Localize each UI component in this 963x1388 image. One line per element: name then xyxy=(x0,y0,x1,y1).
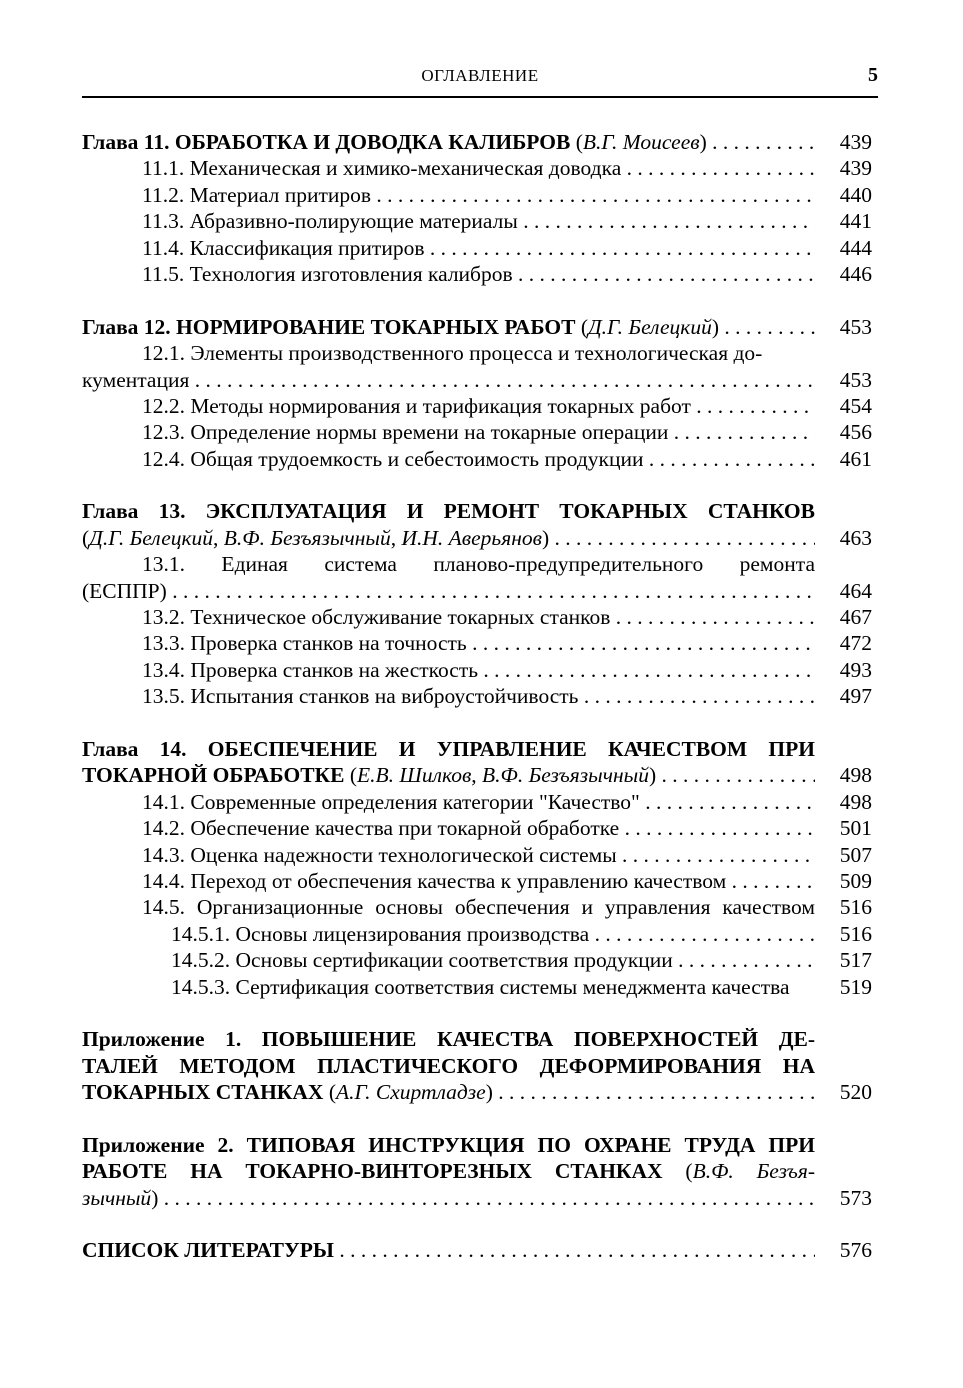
appendix-heading[interactable]: зычный) . . . 573 xyxy=(82,1185,872,1211)
toc-entry[interactable]: 12.2. Методы нормирования и тарификация токарных работ . . . 454 xyxy=(82,393,872,419)
page-ref: 439 xyxy=(839,130,872,154)
toc-entry[interactable]: 13.5. Испытания станков на виброустойчивость . . . 497 xyxy=(82,683,872,709)
toc-entry[interactable]: 13.4. Проверка станков на жесткость . . . 493 xyxy=(82,657,872,683)
bibliography-heading[interactable]: СПИСОК ЛИТЕРАТУРЫ . . . 576 xyxy=(82,1237,872,1263)
appendix-2 xyxy=(82,1132,872,1211)
appendix-1 xyxy=(82,1026,872,1105)
toc-entry[interactable]: 13.3. Проверка станков на точность . . . 472 xyxy=(82,630,872,656)
chapter-12 xyxy=(82,314,872,472)
chapter-heading-authors[interactable]: ТОКАРНОЙ ОБРАБОТКЕ (Е.В. Шилков, В.Ф. Безъязычный) . . . 498 xyxy=(82,762,872,788)
toc-entry[interactable]: 11.1. Механическая и химико-механическая доводка . . . 439 xyxy=(82,155,872,181)
toc-entry[interactable]: 14.4. Переход от обеспечения качества к управлению качеством . . . 509 xyxy=(82,868,872,894)
toc-entry[interactable]: 12.4. Общая трудоемкость и себестоимость продукции . . . 461 xyxy=(82,446,872,472)
chapter-heading[interactable]: Глава 14. ОБЕСПЕЧЕНИЕ И УПРАВЛЕНИЕ КАЧЕСТВОМ ПРИ xyxy=(82,736,815,761)
appendix-heading[interactable]: РАБОТЕ НА ТОКАРНО-ВИНТОРЕЗНЫХ СТАНКАХ (В.Ф. Безъя- xyxy=(82,1159,815,1184)
chapter-heading[interactable]: Глава 13. ЭКСПЛУАТАЦИЯ И РЕМОНТ ТОКАРНЫХ СТАНКОВ xyxy=(82,499,815,524)
chapter-13 xyxy=(82,498,872,709)
toc-entry[interactable]: 13.2. Техническое обслуживание токарных станков . . . 467 xyxy=(82,604,872,630)
toc-entry[interactable]: 14.3. Оценка надежности технологической системы . . . 507 xyxy=(82,842,872,868)
toc-entry[interactable]: 14.2. Обеспечение качества при токарной обработке . . . 501 xyxy=(82,815,872,841)
table-of-contents xyxy=(82,129,872,1290)
toc-entry[interactable]: 11.4. Классификация притиров . . . 444 xyxy=(82,235,872,261)
toc-entry-continuation[interactable]: (ЕСППР) . . . 464 xyxy=(82,578,872,604)
toc-entry[interactable]: 12.3. Определение нормы времени на токарные операции . . . 456 xyxy=(82,419,872,445)
bibliography xyxy=(82,1237,872,1263)
chapter-heading-authors[interactable]: (Д.Г. Белецкий, В.Ф. Безъязычный, И.Н. Аверьянов) . . . 463 xyxy=(82,525,872,551)
page-number: 5 xyxy=(868,64,878,86)
running-header xyxy=(82,62,878,98)
toc-entry[interactable]: 11.2. Материал притиров . . . 440 xyxy=(82,182,872,208)
appendix-heading[interactable]: ТОКАРНЫХ СТАНКАХ (А.Г. Схиртладзе) . . . 520 xyxy=(82,1079,872,1105)
toc-entry[interactable]: 14.5. Организационные основы обеспечения и управления качеством 516 xyxy=(142,895,872,920)
toc-entry[interactable]: 14.1. Современные определения категории "Качество" . . . 498 xyxy=(82,789,872,815)
toc-subentry[interactable]: 14.5.2. Основы сертификации соответствия продукции . . . 517 xyxy=(82,947,872,973)
appendix-heading[interactable]: ТАЛЕЙ МЕТОДОМ ПЛАСТИЧЕСКОГО ДЕФОРМИРОВАНИЯ НА xyxy=(82,1053,815,1078)
chapter-14 xyxy=(82,736,872,1000)
chapter-heading[interactable]: Глава 12. НОРМИРОВАНИЕ ТОКАРНЫХ РАБОТ (Д.Г. Белецкий) . . . 453 xyxy=(82,314,872,340)
appendix-heading[interactable]: Приложение 1. ПОВЫШЕНИЕ КАЧЕСТВА ПОВЕРХНОСТЕЙ ДЕ- xyxy=(82,1027,815,1052)
toc-entry[interactable]: 11.3. Абразивно-полирующие материалы . . . 441 xyxy=(82,208,872,234)
toc-entry[interactable]: 13.1. Единая система планово-предупредительного ремонта xyxy=(142,552,815,577)
toc-subentry[interactable]: 14.5.1. Основы лицензирования производства . . . 516 xyxy=(82,921,872,947)
running-title: ОГЛАВЛЕНИЕ xyxy=(421,66,539,85)
appendix-heading[interactable]: Приложение 2. ТИПОВАЯ ИНСТРУКЦИЯ ПО ОХРАНЕ ТРУДА ПРИ xyxy=(82,1132,815,1157)
toc-entry[interactable]: 12.1. Элементы производственного процесса и технологическая до- xyxy=(142,341,763,366)
chapter-heading[interactable]: Глава 11. ОБРАБОТКА И ДОВОДКА КАЛИБРОВ (В.Г. Моисеев) . . . 439 xyxy=(82,129,872,155)
chapter-11 xyxy=(82,129,872,287)
toc-entry-continuation[interactable]: кументация . . . 453 xyxy=(82,367,872,393)
toc-entry[interactable]: 11.5. Технология изготовления калибров . . . 446 xyxy=(82,261,872,287)
toc-subentry[interactable]: 14.5.3. Сертификация соответствия системы менеджмента качества 519 xyxy=(171,974,872,999)
